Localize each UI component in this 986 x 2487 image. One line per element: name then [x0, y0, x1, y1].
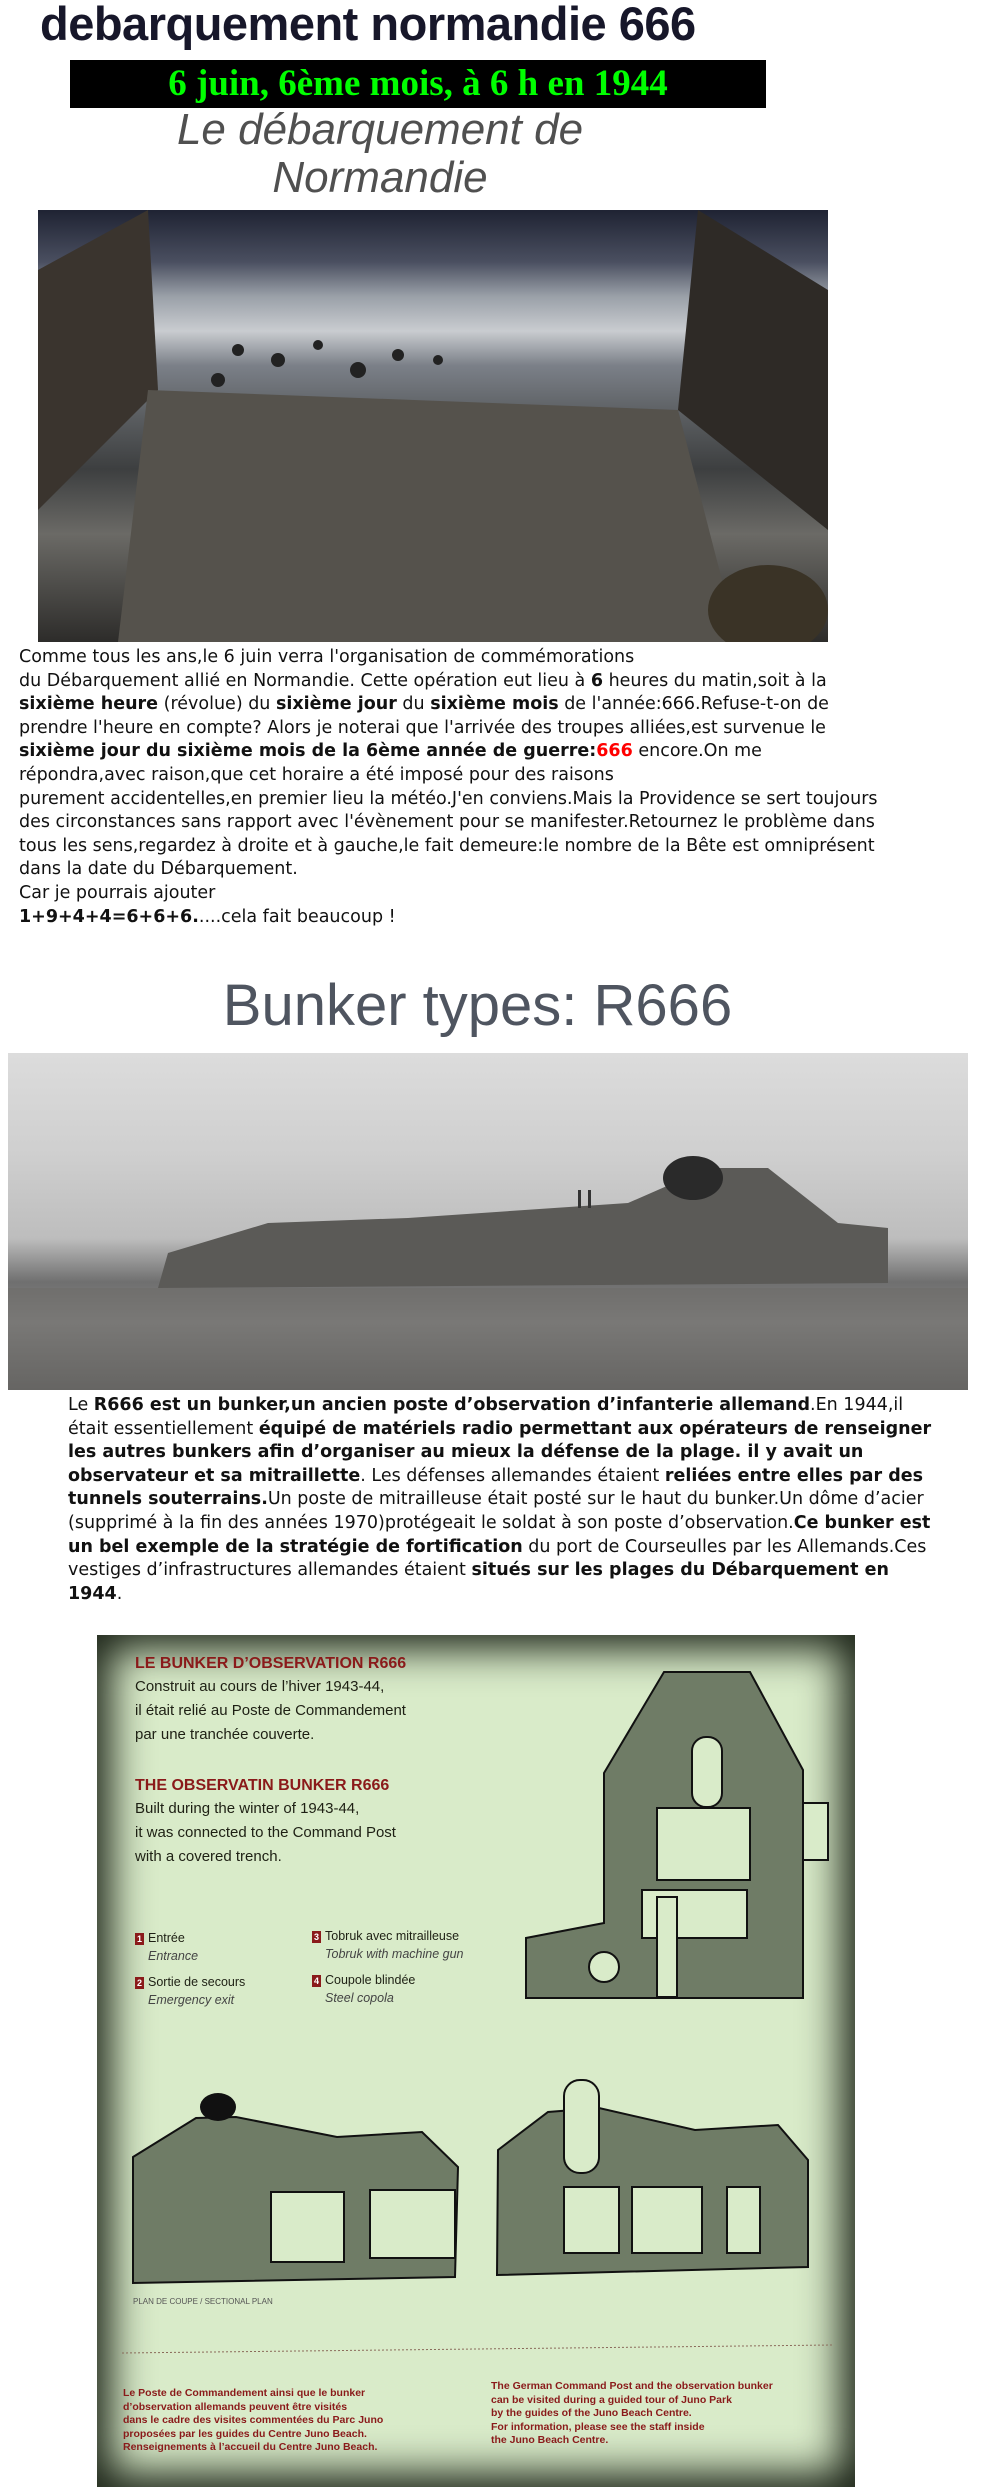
- sign-en-title: THE OBSERVATIN BUNKER R666: [135, 1777, 390, 1794]
- subtitle: [120, 106, 640, 202]
- legend-number: 3: [313, 1932, 319, 1942]
- text: .: [116, 1583, 123, 1604]
- date-banner: 6 juin, 6ème mois, à 6 h en 1944: [70, 60, 766, 108]
- legend-fr: Tobruk avec mitrailleuse: [325, 1929, 460, 1943]
- text: encore.On me répondra,avec raison,que cet horaire a été imposé pour des raisons: [19, 741, 762, 785]
- plan-caption: PLAN DE COUPE / SECTIONAL PLAN: [133, 2297, 273, 2306]
- text: Le: [68, 1395, 94, 1415]
- sign-text: Built during the winter of 1943-44,: [135, 1800, 360, 1817]
- bold-text: sixième mois: [430, 694, 559, 715]
- sign-footer-line: Le Poste de Commandement ainsi que le bunker: [123, 2387, 366, 2399]
- subtitle-line2: Normandie: [272, 153, 488, 202]
- bold-text: 6: [590, 670, 604, 691]
- bold-text: sixième jour: [275, 694, 397, 715]
- text: ....cela fait beaucoup !: [198, 906, 396, 927]
- text: du: [396, 694, 431, 715]
- subtitle-line1: Le débarquement de: [176, 105, 584, 154]
- text: . Les défenses allemandes étaient: [360, 1465, 665, 1486]
- bunker-illustration: [8, 1053, 968, 1390]
- text: heures du matin,soit à la: [603, 670, 827, 691]
- sign-fr-block: [135, 1653, 406, 1747]
- legend-item: [312, 1927, 464, 1963]
- legend-fr: Coupole blindée: [325, 1973, 416, 1987]
- text: (révolue) du: [158, 694, 276, 715]
- sign-footer-line: The German Command Post and the observation bunker: [491, 2380, 773, 2392]
- legend-en: Emergency exit: [148, 1993, 235, 2007]
- bold-text: :: [589, 741, 597, 762]
- text: Un poste de mitrailleuse était posté sur le haut du bunker.Un dôme d’acier (supprimé à la fin des années 1970)protégeait le soldat à son poste d’observation.: [68, 1489, 924, 1533]
- sign-en-block: [135, 1775, 396, 1869]
- sign-footer-line: can be visited during a guided tour of Juno Park: [491, 2393, 732, 2406]
- sign-footer-line: the Juno Beach Centre.: [491, 2434, 609, 2446]
- sign-footer-line: dans le cadre des visites commentées du Parc Juno: [123, 2414, 384, 2426]
- bold-text: sixième heure: [19, 694, 159, 715]
- legend-item: [312, 1971, 415, 2007]
- text: Comme tous les ans,le 6 juin verra l'organisation de commémorations: [19, 647, 635, 667]
- sign-text: Construit au cours de l’hiver 1943-44,: [135, 1678, 385, 1695]
- legend-number: 4: [313, 1976, 319, 1986]
- sign-footer-line: by the guides of the Juno Beach Centre.: [491, 2407, 692, 2419]
- sign-footer-fr: [123, 2387, 383, 2455]
- bold-text: sixième jour du sixième mois de la 6ème année de guerre: [19, 741, 590, 762]
- bold-text: situés sur les plages du Débarquement en 1944: [68, 1560, 889, 1604]
- text: purement accidentelles,en premier lieu la météo.J'en conviens.Mais la Providence se sert toujours des circonstances sans rapport avec l'évènement pour se manifester.Retournez le problème dans tous les sens,regardez à droite et à gauche,le fait demeure:le nombre de la Bête est omniprésent dans la date du Débarquement.: [19, 788, 878, 880]
- sign-footer-en: [491, 2380, 773, 2448]
- legend-en: Entrance: [148, 1949, 199, 1963]
- section-heading: Bunker types: R666: [222, 973, 733, 1038]
- sign-text: par une tranchée couverte.: [135, 1726, 315, 1743]
- bold-text: Ce bunker est un bel exemple de la stratégie de fortification: [68, 1512, 931, 1557]
- legend-fr: Sortie de secours: [148, 1975, 246, 1989]
- sign-fr-title: LE BUNKER D’OBSERVATION R666: [135, 1655, 407, 1672]
- legend-item: [135, 1929, 198, 1965]
- bunker-floor-plans: [97, 1635, 855, 2487]
- sign-footer-line: Renseignements à l’accueil du Centre Juno Beach.: [123, 2441, 378, 2453]
- sign-text: il était relié au Poste de Commandement: [135, 1702, 406, 1719]
- steel-dome: [200, 2093, 236, 2121]
- bold-text: reliées entre elles par des tunnels souterrains.: [68, 1465, 924, 1510]
- text: .En 1944,il était essentiellement: [68, 1395, 904, 1439]
- text: de l'année:666.Refuse-t-on de prendre l'heure en compte? Alors je noterai que l'arrivée des troupes alliées,est survenue le: [19, 694, 829, 738]
- bold-text: équipé de matériels radio permettant aux opérateurs de renseigner les autres bunkers afin d’organiser au mieux la défense de la plage. il y avait un observateur et sa mitraillette: [68, 1418, 932, 1486]
- text: du port de Courseulles par les Allemands.Ces vestiges d’infrastructures allemandes étaient: [68, 1536, 927, 1581]
- legend-number: 2: [136, 1978, 142, 1988]
- sign-footer-line: d’observation allemands peuvent être visités: [123, 2400, 348, 2413]
- legend-item: [135, 1973, 245, 2009]
- legend-en: Steel copola: [325, 1991, 394, 2005]
- legend-fr: Entrée: [148, 1931, 185, 1945]
- information-panel-photo: [97, 1635, 855, 2487]
- article-intro: [19, 646, 889, 929]
- text: du Débarquement allié en Normandie. Cette opération eut lieu à: [19, 670, 591, 691]
- landing-craft-photo: [38, 210, 828, 642]
- sign-text: it was connected to the Command Post: [135, 1824, 396, 1841]
- bunker-photo: [8, 1053, 968, 1390]
- legend-en: Tobruk with machine gun: [325, 1947, 464, 1961]
- bold-equation: 1+9+4+4=6+6+6.: [19, 906, 199, 927]
- legend-number: 1: [136, 1934, 142, 1944]
- sign-footer-line: proposées par les guides du Centre Juno Beach.: [123, 2427, 367, 2440]
- sign-footer-line: For information, please see the staff inside: [491, 2420, 705, 2433]
- page-title: debarquement normandie 666: [40, 0, 696, 50]
- landing-craft-illustration: [38, 210, 828, 642]
- sign-text: with a covered trench.: [135, 1848, 282, 1865]
- bold-text: R666 est un bunker,un ancien poste d’observation d’infanterie allemand: [93, 1395, 811, 1415]
- text: Car je pourrais ajouter: [19, 882, 216, 903]
- highlight-666: 666: [596, 741, 633, 762]
- article-r666: [68, 1394, 948, 1606]
